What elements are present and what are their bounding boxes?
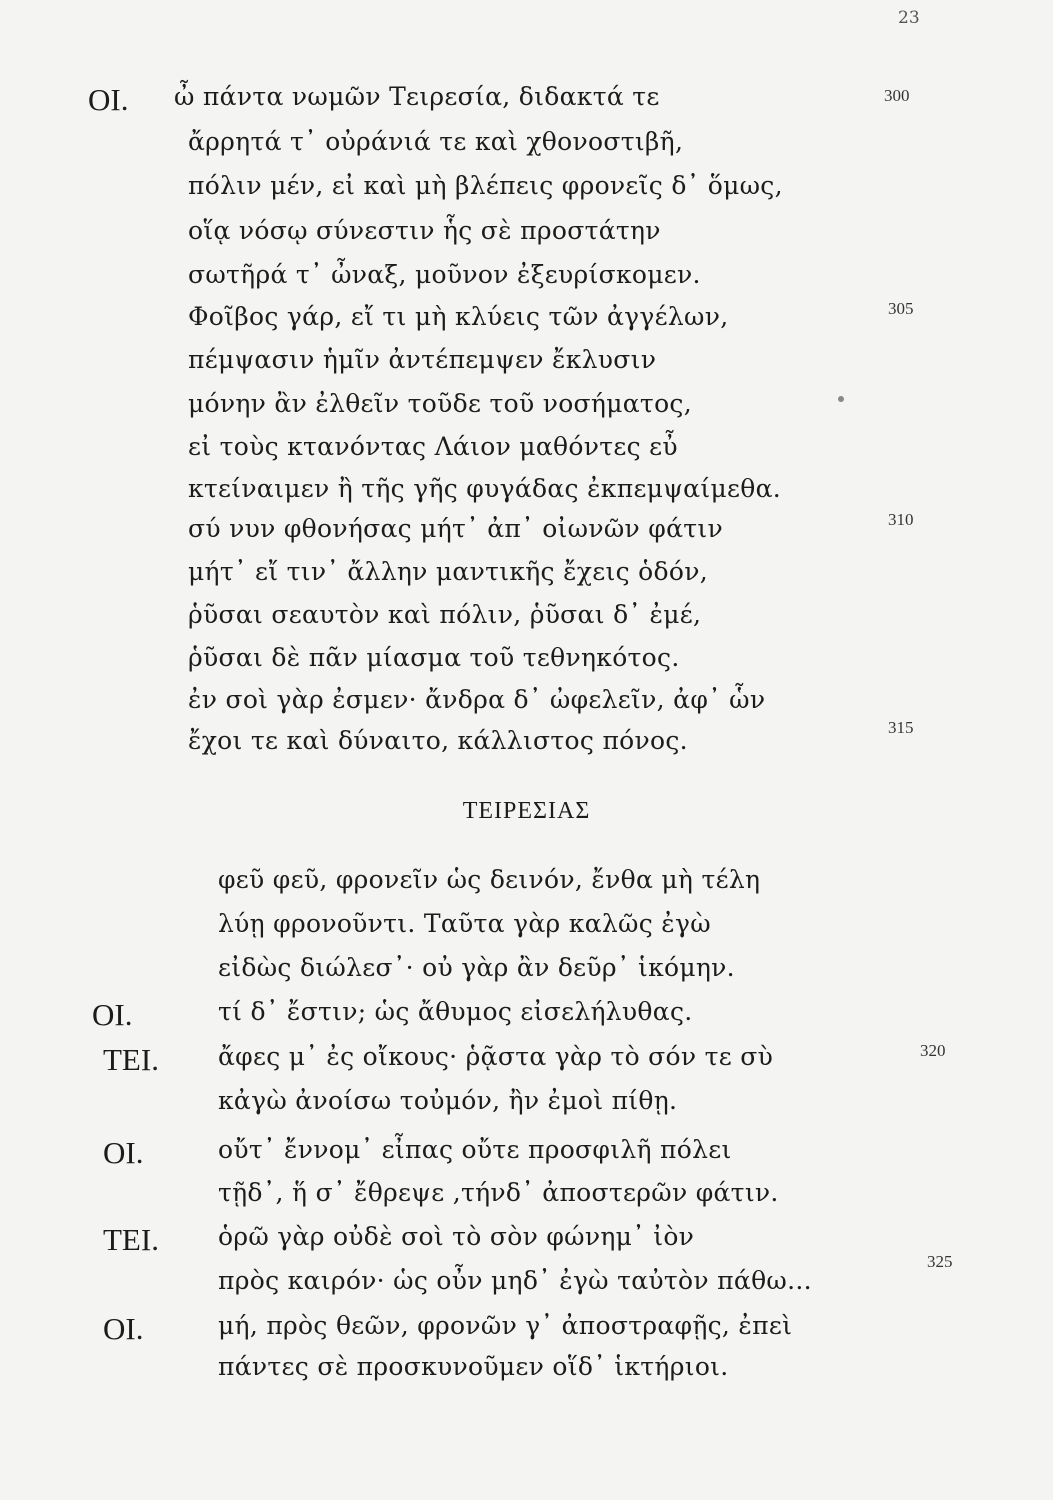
line-number: 305 [888, 299, 914, 318]
verse-text: πέμψασιν ἡμῖν ἀντέπεμψεν ἔκλυσιν [188, 345, 657, 374]
verse-text: ὁρῶ γὰρ οὐδὲ σοὶ τὸ σὸν φώνημ᾽ ἰὸν [218, 1222, 695, 1251]
verse-text: ῥῦσαι δὲ πᾶν μίασμα τοῦ τεθνηκότος. [188, 643, 680, 672]
speaker-label: ΟΙ. [103, 1311, 144, 1346]
verse-line [88, 432, 1053, 476]
verse-line [103, 1222, 1053, 1266]
verse-line [88, 82, 1053, 126]
verse-text: μόνην ἂν ἐλθεῖν τοῦδε τοῦ νοσήματος, [188, 389, 692, 418]
line-number: 310 [888, 510, 914, 529]
verse-text: τῇδ᾽, ἥ σ᾽ ἔθρεψε ,τήνδ᾽ ἀποστερῶν φάτιν. [218, 1178, 779, 1207]
verse-line [88, 127, 1053, 171]
verse-line [88, 171, 1053, 215]
verse-text: πρὸς καιρόν· ὡς οὖν μηδ᾽ ἐγὼ ταὐτὸν πάθω... [218, 1266, 812, 1295]
verse-line [103, 1042, 1053, 1086]
verse-line [88, 389, 1053, 433]
verse-text: κἀγὼ ἀνοίσω τοὐμόν, ἢν ἐμοὶ πίθῃ. [218, 1086, 678, 1115]
verse-text: εἰ τοὺς κτανόντας Λάιον μαθόντες εὖ [188, 432, 678, 461]
verse-line [88, 557, 1053, 601]
verse-text: ῥῦσαι σεαυτὸν καὶ πόλιν, ῥῦσαι δ᾽ ἐμέ, [188, 600, 702, 629]
verse-text: ἄφες μ᾽ ἐς οἴκους· ῥᾷστα γὰρ τὸ σόν τε σὺ [218, 1042, 774, 1071]
verse-line [103, 1311, 1053, 1355]
speaker-label: ΟΙ. [103, 1135, 144, 1170]
verse-text: οὔτ᾽ ἔννομ᾽ εἶπας οὔτε προσφιλῆ πόλει [218, 1135, 732, 1164]
line-number: 320 [920, 1041, 946, 1060]
verse-text: πόλιν μέν, εἰ καὶ μὴ βλέπεις φρονεῖς δ᾽ ὅμως, [188, 171, 783, 200]
verse-text: οἵᾳ νόσῳ σύνεστιν ἧς σὲ προστάτην [188, 216, 661, 245]
speaker-label: ΤΕΙ. [103, 1222, 159, 1257]
verse-text: ὦ πάντα νωμῶν Τειρεσία, διδακτά τε [174, 82, 660, 111]
speaker-heading: ΤΕΙΡΕΣΙΑΣ [462, 798, 591, 824]
verse-text: φεῦ φεῦ, φρονεῖν ὡς δεινόν, ἔνθα μὴ τέλη [218, 865, 761, 894]
line-number: 325 [927, 1252, 953, 1271]
verse-text: ἐν σοὶ γὰρ ἐσμεν· ἄνδρα δ᾽ ὠφελεῖν, ἀφ᾽ ὧν [188, 685, 766, 714]
verse-text: κτείναιμεν ἢ τῆς γῆς φυγάδας ἐκπεμψαίμεθα. [188, 474, 782, 503]
verse-text: λύῃ φρονοῦντι. Ταῦτα γὰρ καλῶς ἐγὼ [218, 909, 711, 938]
verse-text: πάντες σὲ προσκυνοῦμεν οἵδ᾽ ἱκτήριοι. [218, 1352, 729, 1381]
page-number: 23 [898, 8, 920, 28]
verse-text: ἔχοι τε καὶ δύναιτο, κάλλιστος πόνος. [188, 726, 688, 755]
verse-line [103, 1352, 1053, 1396]
line-number: 300 [884, 86, 910, 105]
verse-text: ἄρρητά τ᾽ οὐράνιά τε καὶ χθονοστιβῆ, [188, 127, 684, 156]
verse-line [92, 997, 1053, 1041]
verse-line [103, 1252, 1053, 1310]
verse-text: μή, πρὸς θεῶν, φρονῶν γ᾽ ἀποστραφῇς, ἐπεὶ [218, 1311, 793, 1340]
verse-line [88, 299, 1053, 346]
speaker-label: ΟΙ. [92, 997, 133, 1032]
verse-line [103, 1086, 1053, 1130]
verse-line [88, 260, 1053, 304]
verse-text: σωτῆρά τ᾽ ὦναξ, μοῦνον ἐξευρίσκομεν. [188, 260, 701, 289]
verse-line [103, 1178, 1053, 1222]
verse-line [88, 643, 1053, 687]
verse-text: μήτ᾽ εἴ τιν᾽ ἄλλην μαντικῆς ἔχεις ὁδόν, [188, 557, 708, 586]
verse-text: σύ νυν φθονήσας μήτ᾽ ἀπ᾽ οἰωνῶν φάτιν [188, 514, 723, 543]
verse-line [88, 600, 1053, 644]
speaker-label: ΤΕΙ. [103, 1042, 159, 1077]
verse-line [88, 216, 1053, 260]
ink-spot [838, 396, 844, 402]
verse-text: εἰδὼς διώλεσ᾽· οὐ γὰρ ἂν δεῦρ᾽ ἱκόμην. [218, 953, 735, 982]
speaker-label: ΟΙ. [88, 82, 129, 117]
verse-text: Φοῖβος γάρ, εἴ τι μὴ κλύεις τῶν ἀγγέλων, [188, 302, 729, 331]
verse-line [103, 953, 1053, 997]
verse-line [103, 1135, 1053, 1179]
verse-line [88, 718, 1053, 770]
verse-line [88, 510, 1053, 558]
line-number: 315 [888, 718, 914, 737]
verse-line [103, 865, 1053, 909]
verse-line [88, 345, 1053, 389]
verse-text: τί δ᾽ ἔστιν; ὡς ἄθυμος εἰσελήλυθας. [218, 997, 693, 1026]
verse-line [103, 909, 1053, 953]
